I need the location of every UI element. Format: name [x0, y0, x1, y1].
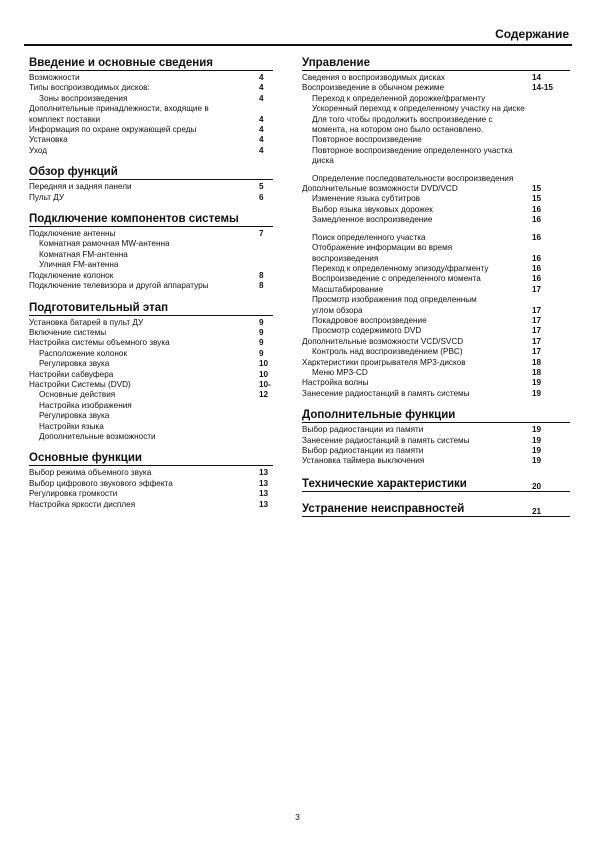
toc-entry-page: 16	[532, 263, 542, 273]
toc-entry[interactable]	[29, 479, 273, 489]
toc-entry-text: Регулировка громкости	[29, 489, 118, 499]
toc-entry-text: Настройки языка	[39, 421, 104, 431]
toc-entry-text: Установка батарей в пульт ДУ	[29, 317, 144, 327]
toc-entry-page: 4	[259, 145, 264, 155]
toc-section	[29, 212, 273, 291]
toc-entry-text: Зоны воспроизведения	[39, 93, 128, 103]
toc-entry[interactable]	[302, 215, 570, 225]
toc-entry-page: 4	[259, 135, 264, 145]
toc-entry-text: Комнатная FM-антенна	[39, 249, 128, 259]
section-title: Технические характеристики	[302, 477, 467, 490]
toc-entry-page: 16	[532, 253, 542, 263]
toc-entry-text: Меню MP3-CD	[312, 367, 368, 377]
toc-entry-text: Отображение информации во время	[312, 243, 453, 253]
toc-entry[interactable]	[302, 295, 570, 305]
toc-entry-page: 15	[532, 184, 542, 194]
toc-entry[interactable]	[302, 436, 570, 446]
toc-entry[interactable]	[302, 446, 570, 456]
toc-entry-page: 19	[532, 388, 542, 398]
toc-entry[interactable]	[302, 243, 570, 253]
toc-entry[interactable]	[29, 94, 273, 104]
toc-entry-page: 17	[532, 326, 542, 336]
toc-section	[29, 451, 273, 510]
toc-entry-text: Расположение колонок	[39, 348, 128, 358]
toc-entry-text: Выбор радиостанции из памяти	[302, 446, 424, 455]
toc-entry-page: 4	[259, 93, 264, 103]
section-title: Подключение компонентов системы	[29, 212, 273, 227]
toc-entry[interactable]	[302, 378, 570, 388]
toc-entry[interactable]	[29, 125, 273, 135]
toc-entry[interactable]	[302, 425, 570, 435]
page-number: 3	[295, 812, 300, 822]
toc-entry-text: Уход	[29, 145, 47, 155]
toc-entry-page: 4	[259, 83, 264, 93]
toc-section	[29, 301, 273, 443]
toc-entry-text: Изменение языка субтитров	[312, 194, 420, 204]
toc-entry[interactable]	[29, 432, 273, 442]
toc-entry[interactable]	[29, 390, 273, 400]
toc-entry[interactable]	[29, 260, 273, 270]
toc-entry-text: Подключение телевизора и другой аппаратуры	[29, 281, 209, 291]
section-title: Подготовительный этап	[29, 301, 273, 316]
toc-entry[interactable]	[302, 326, 570, 336]
toc-entry-text: Воспроизведение с определенного момента	[312, 274, 481, 284]
toc-entry-page: 13	[259, 499, 269, 509]
toc-entry-page: 10-12	[259, 379, 271, 400]
toc-entry-text: Установка таймера выключения	[302, 456, 425, 466]
toc-entry-page: 4	[259, 114, 264, 124]
page-header-title: Содержание	[495, 27, 569, 41]
toc-entry-page: 4	[259, 125, 264, 135]
toc-entry-text: Сведения о воспроизводимых дисках	[302, 73, 445, 82]
toc-entry[interactable]	[302, 347, 570, 357]
toc-entry[interactable]	[29, 328, 273, 338]
toc-entry[interactable]	[29, 193, 273, 203]
toc-entry[interactable]	[302, 368, 570, 378]
toc-entry-text: Масштабирование	[312, 284, 384, 294]
toc-entry-page: 16	[532, 215, 542, 225]
toc-section	[302, 56, 570, 399]
toc-entry-page: 14-15	[532, 83, 553, 93]
toc-entry-text: Занесение радиостанций в память системы	[302, 435, 470, 445]
toc-entry-text: Повторное воспроизведение определенного участка диска	[312, 145, 513, 166]
toc-right-column	[302, 56, 570, 517]
toc-entry-text: Покадровое воспроизведение	[312, 315, 427, 325]
toc-entry-text: Просмотр изображения под определенным	[312, 295, 477, 305]
toc-entry-page: 18	[532, 357, 542, 367]
toc-entry[interactable]	[302, 254, 570, 264]
toc-entry-page: 9	[259, 338, 264, 348]
toc-entry[interactable]	[302, 306, 570, 316]
toc-entry[interactable]	[29, 500, 273, 510]
toc-entry-text: Выбор режима объемного звука	[29, 468, 152, 478]
toc-entry-text: Возможности	[29, 73, 80, 82]
toc-standalone-section[interactable]	[302, 477, 570, 492]
toc-entry-text: комплект поставки	[29, 114, 101, 124]
section-title: Основные функции	[29, 451, 273, 466]
toc-entry[interactable]	[29, 83, 273, 93]
toc-entry-page: 8	[259, 281, 264, 291]
header-rule	[24, 44, 572, 46]
toc-entry-text: Комнатная рамочная MW-антенна	[39, 239, 170, 249]
toc-entry[interactable]	[29, 115, 273, 125]
toc-entry-text: Контроль над воспроизведением (PBC)	[312, 347, 463, 357]
toc-entry-text: Подключение антенны	[29, 229, 116, 239]
toc-entry[interactable]	[302, 125, 570, 135]
toc-entry-page: 10	[259, 359, 269, 369]
toc-entry[interactable]	[302, 104, 570, 114]
toc-entry-page: 17	[532, 347, 542, 357]
toc-entry-text: углом обзора	[312, 305, 363, 315]
toc-entry[interactable]	[29, 182, 273, 192]
toc-entry[interactable]	[302, 83, 570, 93]
toc-entry-text: Харктеристики проигрывателя MP3-дисков	[302, 357, 466, 367]
toc-entry-page: 8	[259, 270, 264, 280]
toc-entry-page: 9	[259, 317, 264, 327]
section-title: Дополнительные функции	[302, 408, 570, 423]
toc-entry-text: Выбор языка звуковых дорожек	[312, 204, 433, 214]
toc-entry-text: Пульт ДУ	[29, 192, 65, 202]
toc-entry-page: 10	[259, 369, 269, 379]
toc-entry-text: Установка	[29, 135, 68, 145]
toc-entry-page: 16	[532, 274, 542, 284]
toc-entry-page: 4	[259, 73, 264, 82]
toc-entry[interactable]	[29, 239, 273, 249]
toc-entry-page: 19	[532, 435, 542, 445]
toc-entry-page: 6	[259, 192, 264, 202]
toc-entry[interactable]	[29, 229, 273, 239]
toc-entry-text: Уличная FM-антенна	[39, 260, 119, 270]
toc-entry-text: Для того чтобы продолжить воспроизведение с	[312, 114, 493, 124]
toc-entry[interactable]	[29, 146, 273, 156]
toc-entry[interactable]	[29, 489, 273, 499]
toc-entry-page: 20	[532, 481, 542, 491]
toc-entry-page: 16	[532, 232, 542, 242]
toc-entry[interactable]	[302, 389, 570, 399]
toc-entry-text: Дополнительные возможности VCD/SVCD	[302, 336, 464, 346]
toc-entry-page: 16	[532, 204, 542, 214]
section-title: Обзор функций	[29, 165, 273, 180]
toc-entry[interactable]	[29, 411, 273, 421]
section-title: Управление	[302, 56, 570, 71]
toc-entry[interactable]	[302, 94, 570, 104]
toc-entry[interactable]	[29, 468, 273, 478]
toc-entry[interactable]	[302, 205, 570, 215]
toc-entry-text: Переход к определенной дорожке/фрагменту	[312, 93, 486, 103]
toc-entry-page: 19	[532, 446, 542, 455]
toc-entry-text: Подключение колонок	[29, 270, 114, 280]
toc-entry-page: 13	[259, 468, 269, 478]
toc-entry[interactable]	[29, 73, 273, 83]
toc-section	[302, 408, 570, 467]
toc-entry-text: Типы воспроизводимых дисков:	[29, 83, 150, 93]
toc-standalone-section[interactable]	[302, 502, 570, 517]
toc-entry-page: 17	[532, 336, 542, 346]
toc-entry-text: Дополнительные принадлежности, входящие в	[29, 104, 209, 114]
toc-entry-text: Настройки сабвуфера	[29, 369, 114, 379]
toc-entry-text: Повторное воспроизведение	[312, 135, 422, 145]
toc-entry-text: Информация по охране окружающей среды	[29, 125, 197, 135]
toc-entry-text: Замедленное воспроизведение	[312, 215, 433, 225]
toc-entry-page: 17	[532, 305, 542, 315]
toc-entry-text: Настройка системы объемного звука	[29, 338, 170, 348]
toc-entry[interactable]	[302, 264, 570, 274]
toc-entry[interactable]	[29, 359, 273, 369]
toc-entry[interactable]	[302, 135, 570, 145]
toc-entry[interactable]	[302, 358, 570, 368]
toc-entry-page: 18	[532, 367, 542, 377]
toc-entry-text: Дополнительные возможности DVD/VCD	[302, 184, 458, 194]
toc-entry[interactable]	[302, 456, 570, 466]
toc-entry-page: 19	[532, 456, 542, 466]
toc-entry-text: Воспроизведение в обычном режиме	[302, 83, 445, 93]
toc-entry[interactable]	[29, 271, 273, 281]
toc-entry[interactable]	[302, 174, 570, 184]
toc-entry[interactable]	[302, 184, 570, 194]
toc-entry[interactable]	[29, 349, 273, 359]
toc-entry[interactable]	[29, 318, 273, 328]
toc-entry-page: 17	[532, 315, 542, 325]
toc-entry-text: Поиск определенного участка	[312, 232, 426, 242]
toc-entry-page: 21	[532, 506, 542, 516]
toc-entry-page: 13	[259, 489, 269, 499]
toc-entry[interactable]	[29, 281, 273, 291]
toc-entry-text: Основные действия	[39, 390, 116, 400]
toc-entry-text: Регулировка звука	[39, 411, 110, 421]
toc-entry-text: Выбор радиостанции из памяти	[302, 425, 424, 435]
toc-entry-page: 9	[259, 348, 264, 358]
toc-left-column	[29, 56, 273, 519]
toc-entry[interactable]	[302, 274, 570, 284]
toc-entry-text: Настройка яркости дисплея	[29, 499, 136, 509]
toc-entry[interactable]	[302, 115, 570, 125]
toc-entry[interactable]	[29, 370, 273, 380]
toc-entry[interactable]	[29, 135, 273, 145]
toc-entry-text: Выбор цифрового звукового эффекта	[29, 478, 173, 488]
toc-entry-text: Определение последовательности воспроизведения	[312, 173, 514, 183]
toc-entry-text: Настройки Системы (DVD)	[29, 379, 131, 389]
toc-entry-text: Ускоренный переход к определенному участку на диске	[312, 104, 525, 114]
toc-section	[29, 56, 273, 156]
toc-entry-text: Просмотр содержимого DVD	[312, 326, 422, 336]
toc-entry-text: Настройка волны	[302, 378, 369, 388]
toc-entry[interactable]	[302, 194, 570, 204]
toc-entry-text: момента, на котором оно было остановлено.	[312, 125, 484, 135]
toc-entry-text: Включение системы	[29, 327, 107, 337]
toc-entry-page: 19	[532, 425, 542, 435]
toc-entry-page: 5	[259, 182, 264, 192]
toc-entry[interactable]	[302, 73, 570, 83]
toc-entry[interactable]	[29, 250, 273, 260]
toc-entry-text: Передняя и задняя панели	[29, 182, 132, 192]
toc-entry[interactable]	[29, 104, 273, 114]
toc-entry-page: 15	[532, 194, 542, 204]
toc-entry[interactable]	[302, 233, 570, 243]
toc-entry[interactable]	[302, 146, 570, 167]
toc-entry-page: 13	[259, 478, 269, 488]
section-title: Введение и основные сведения	[29, 56, 273, 71]
toc-entry-page: 19	[532, 378, 542, 388]
toc-entry[interactable]	[29, 401, 273, 411]
toc-entry-page: 7	[259, 229, 264, 239]
toc-entry-text: Переход к определенному эпизоду/фрагменту	[312, 263, 489, 273]
toc-entry[interactable]	[29, 338, 273, 348]
toc-entry-page: 14	[532, 73, 542, 82]
toc-entry-text: Дополнительные возможности	[39, 431, 156, 441]
toc-section	[29, 165, 273, 203]
toc-entry-text: Настройка изображения	[39, 400, 132, 410]
toc-entry-page: 9	[259, 327, 264, 337]
toc-entry[interactable]	[302, 285, 570, 295]
toc-entry-text: Регулировка звука	[39, 359, 110, 369]
toc-entry-text: воспроизведения	[312, 253, 379, 263]
toc-entry-text: Занесение радиостанций в память системы	[302, 388, 470, 398]
toc-entry[interactable]	[302, 337, 570, 347]
toc-entry[interactable]	[302, 316, 570, 326]
section-title: Устранение неисправностей	[302, 502, 465, 515]
toc-entry[interactable]	[29, 422, 273, 432]
toc-entry-page: 17	[532, 284, 542, 294]
